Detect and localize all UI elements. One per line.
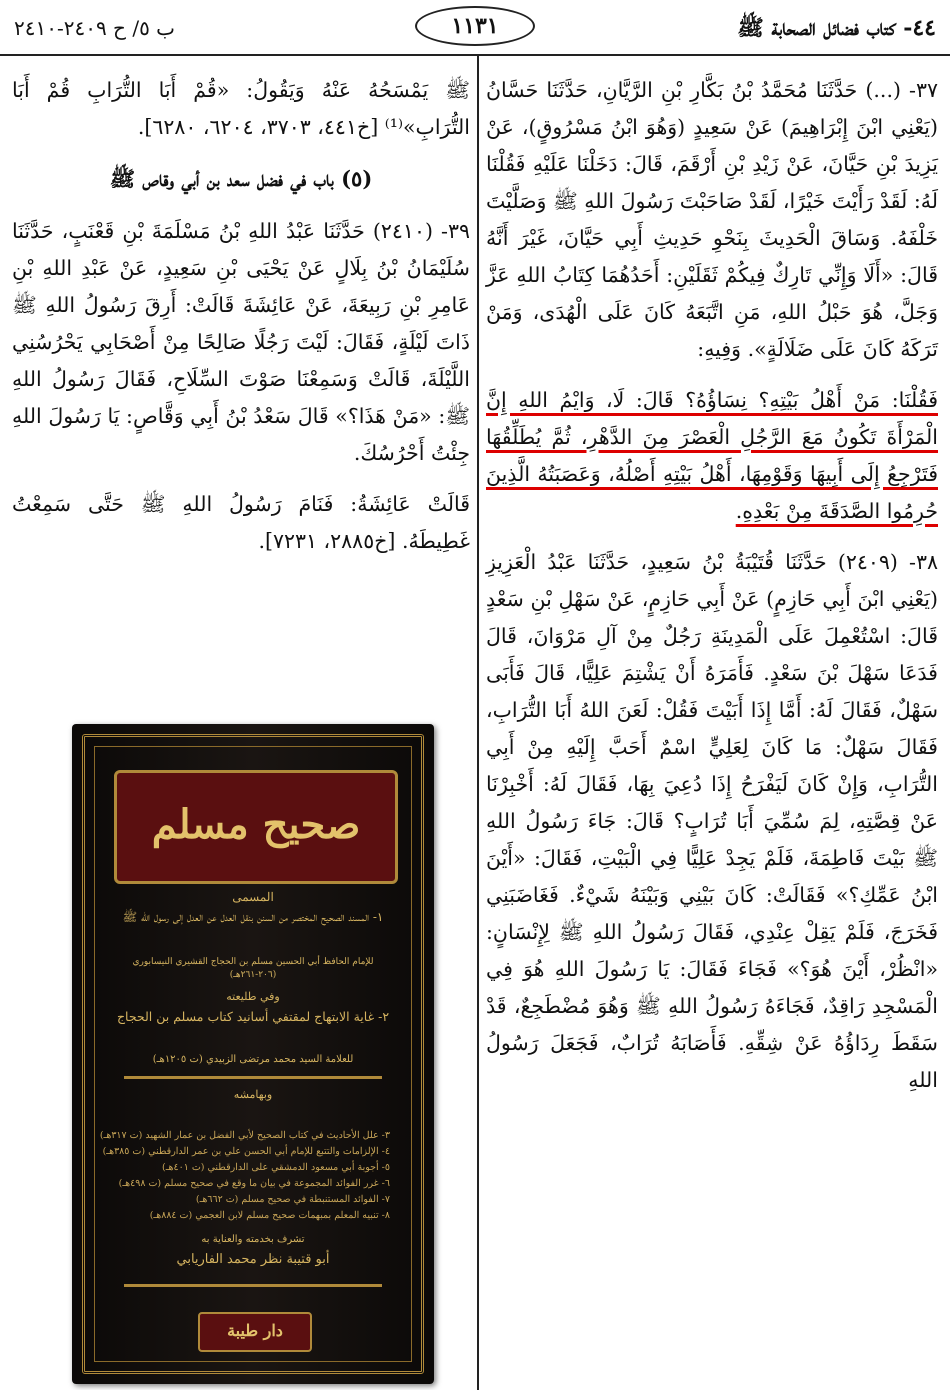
right-column xyxy=(486,72,938,1382)
page-number: ١١٣١ xyxy=(415,6,535,46)
hadith-39-paragraph: ٣٩- (٢٤١٠) حَدَّثَنَا عَبْدُ اللهِ بْنُ مَسْلَمَةَ بْنِ قَعْنَبٍ، حَدَّثَنَا سُلَيْمَانُ بْنُ بِلَالٍ عَنْ يَحْيَى بْنِ سَعِيدٍ، عَنْ عَبْدِ اللهِ بْنِ عَامِرِ بْنِ رَبِيعَةَ، عَنْ عَائِشَةَ قَالَتْ: أَرِقَ رَسُولُ اللهِ ﷺ ذَاتَ لَيْلَةٍ، فَقَالَ: لَيْتَ رَجُلًا صَالِحًا مِنْ أَصْحَابِي يَحْرُسُنِي اللَّيْلَةَ، قَالَتْ وَسَمِعْنَا صَوْتَ السِّلَاحِ، فَقَالَ رَسُولُ اللهِ ﷺ: «مَنْ هَذَا؟» قَالَ سَعْدُ بْنُ أَبِي وَقَّاصٍ: يَا رَسُولَ اللهِ جِئْتُ أَحْرُسُكَ. xyxy=(12,219,470,465)
cover-divider-line xyxy=(124,1076,382,1079)
cover-work-2: ٢- غاية الابتهاج لمقتفي أسانيد كتاب مسلم بن الحجاج xyxy=(116,1009,390,1024)
book-cover-image xyxy=(0,706,477,1390)
cover-appendix-item: ٧- الفوائد المستنبطة في صحيح مسلم (ت ٦٦٢هـ) xyxy=(195,1194,390,1205)
page-header xyxy=(0,0,950,56)
hadith-37-paragraph: ٣٧- (...) حَدَّثَنَا مُحَمَّدُ بْنُ بَكَّارِ بْنِ الرَّيَّانِ، حَدَّثَنَا حَسَّانُ (يَعْنِي ابْنَ إِبْرَاهِيمَ) عَنْ سَعِيدٍ (وَهُوَ ابْنُ مَسْرُوقٍ)، عَنْ يَزِيدَ بْنِ حَيَّانَ، عَنْ زَيْدِ بْنِ أَرْقَمَ، قَالَ: دَخَلْنَا عَلَيْهِ فَقُلْنَا لَهُ: لَقَدْ رَأَيْتَ خَيْرًا، لَقَدْ صَاحَبْتَ رَسُولَ اللهِ ﷺ وَصَلَّيْتَ خَلْفَهُ. وَسَاقَ الْحَدِيثَ بِنَحْوِ حَدِيثِ أَبِي حَيَّانَ، غَيْرَ أَنَّهُ قَالَ: «أَلَا وَإِنِّي تَارِكٌ فِيكُمْ ثَقَلَيْنِ: أَحَدُهُمَا كِتَابُ اللهِ عَزَّ وَجَلَّ، هُوَ حَبْلُ اللهِ، مَنِ اتَّبَعَهُ كَانَ عَلَى الْهُدَى، وَمَنْ تَرَكَهُ كَانَ عَلَى ضَلَالَةٍ». وَفِيهِ: xyxy=(486,78,938,361)
cover-editor-name: أبو قتيبة نظر محمد الفاريابي xyxy=(176,1252,330,1267)
cover-work-2-author: للعلامة السيد محمد مرتضى الزبيدي (ت ١٢٠٥هـ) xyxy=(152,1054,354,1065)
cover-editor-label: تشرف بخدمته والعناية به xyxy=(201,1234,305,1245)
cover-appendix-item: ٤- الإلزامات والتتبع للإمام أبي الحسن علي بن عمر الدارقطني (ت ٣٨٥هـ) xyxy=(102,1146,390,1157)
cover-appendix-label: وبهامشه xyxy=(233,1088,273,1101)
cover-publisher: دار طيبة xyxy=(198,1312,312,1352)
chapter-heading: (٥) باب في فضل سعد بن أبي وقاص ﷺ xyxy=(109,166,373,191)
cover-author-line: للإمام الحافظ أبي الحسين مسلم بن الحجاج القشيري النيسابوري (٢٠٦-٢٦١هـ) xyxy=(132,957,374,980)
hadith-38-continuation: ﷺ يَمْسَحُهُ عَنْهُ وَيَقُولُ: «قُمْ أَبَا التُّرَابِ قُمْ أَبَا التُّرَابِ»⁽¹⁾ [خ٤٤١، ٣٧٠٣، ٦٢٠٤، ٦٢٨٠]. xyxy=(12,78,470,139)
hadith-38-paragraph: ٣٨- (٢٤٠٩) حَدَّثَنَا قُتَيْبَةُ بْنُ سَعِيدٍ، حَدَّثَنَا عَبْدُ الْعَزِيزِ (يَعْنِي ابْنَ أَبِي حَازِمٍ) عَنْ أَبِي حَازِمٍ، عَنْ سَهْلِ بْنِ سَعْدٍ قَالَ: اسْتُعْمِلَ عَلَى الْمَدِينَةِ رَجُلٌ مِنْ آلِ مَرْوَانَ، قَالَ فَدَعَا سَهْلَ بْنَ سَعْدٍ. فَأَمَرَهُ أَنْ يَشْتِمَ عَلِيًّا، قَالَ فَأَبَى سَهْلٌ، فَقَالَ لَهُ: أَمَّا إِذَا أَبَيْتَ فَقُلْ: لَعَنَ اللهُ أَبَا التُّرَابِ، فَقَالَ سَهْلٌ: مَا كَانَ لِعَلِيٍّ اسْمٌ أَحَبَّ إِلَيْهِ مِنْ أَبِي التُّرَابِ، وَإِنْ كَانَ لَيَفْرَحُ إِذَا دُعِيَ بِهَا، فَقَالَ لَهُ: أَخْبِرْنَا عَنْ قِصَّتِهِ، لِمَ سُمِّيَ أَبَا تُرَابٍ؟ قَالَ: جَاءَ رَسُولُ اللهِ ﷺ بَيْتَ فَاطِمَةَ، فَلَمْ يَجِدْ عَلِيًّا فِي الْبَيْتِ، فَقَالَ: «أَيْنَ ابْنُ عَمِّكِ؟» فَقَالَتْ: كَانَ بَيْنِي وَبَيْنَهُ شَيْءٌ. فَغَاضَبَنِي فَخَرَجَ، فَلَمْ يَقِلْ عِنْدِي، فَقَالَ رَسُولُ اللهِ ﷺ لِإِنْسَانٍ: «انْظُرْ، أَيْنَ هُوَ؟» فَجَاءَ فَقَالَ: يَا رَسُولَ اللهِ هُوَ فِي الْمَسْجِدِ رَاقِدٌ، فَجَاءَهُ رَسُولُ اللهِ ﷺ وَهُوَ مُضْطَجِعٌ، قَدْ سَقَطَ رِدَاؤُهُ عَنْ شِقِّهِ. فَأَصَابَهُ تُرَابٌ، فَجَعَلَ رَسُولُ اللهِ xyxy=(486,550,938,1092)
cover-subtitle-label: المسمى xyxy=(232,890,274,904)
cover-title: صحيح مسلم xyxy=(114,770,398,884)
cover-with-label: وفي طليعته xyxy=(226,990,280,1003)
column-divider xyxy=(477,56,479,1390)
cover-bottom-line xyxy=(124,1284,382,1287)
highlighted-passage: فَقُلْنَا: مَنْ أَهْلُ بَيْتِهِ؟ نِسَاؤُهُ؟ قَالَ: لَا، وَايْمُ اللهِ إِنَّ الْمَرْأَةَ تَكُونُ مَعَ الرَّجُلِ الْعَصْرَ مِنَ الدَّهْرِ، ثُمَّ يُطَلِّقُهَا فَتَرْجِعُ إِلَى أَبِيهَا وَقَوْمِهَا، أَهْلُ بَيْتِهِ أَصْلُهُ، وَعَصَبَتُهُ الَّذِينَ حُرِمُوا الصَّدَقَةَ مِنْ بَعْدِهِ. xyxy=(486,388,938,523)
cover-work-1: ١- المسند الصحيح المختصر من السنن بنقل العدل عن العدل إلى رسول الله ﷺ xyxy=(122,910,384,924)
cover-appendix-item: ٣- علل الأحاديث في كتاب الصحيح لأبي الفضل بن عمار الشهيد (ت ٣١٧هـ) xyxy=(99,1130,390,1141)
cover-appendix-list xyxy=(99,1128,390,1224)
cover-appendix-item: ٥- أجوبة أبي مسعود الدمشقي على الدارقطني (ت ٤٠١هـ) xyxy=(162,1162,390,1173)
book-body xyxy=(72,724,434,1384)
book-chapter-title: ٤٤- كتاب فضائل الصحابة ﷺ xyxy=(737,15,936,41)
cover-appendix-item: ٦- غرر الفوائد المجموعة في بيان ما وقع في صحيح مسلم (ت ٤٩٨هـ) xyxy=(118,1178,390,1189)
left-column xyxy=(12,72,470,702)
cover-appendix-item: ٨- تنبيه المعلم بمبهمات صحيح مسلم لابن العجمي (ت ٨٨٤هـ) xyxy=(149,1210,390,1221)
hadith-range: ب ٥/ ح ٢٤٠٩-٢٤١٠ xyxy=(14,16,176,40)
hadith-39-continuation: قَالَتْ عَائِشَةُ: فَنَامَ رَسُولُ اللهِ ﷺ حَتَّى سَمِعْتُ غَطِيطَهُ. [خ٢٨٨٥، ٧٢٣١]. xyxy=(12,492,470,553)
